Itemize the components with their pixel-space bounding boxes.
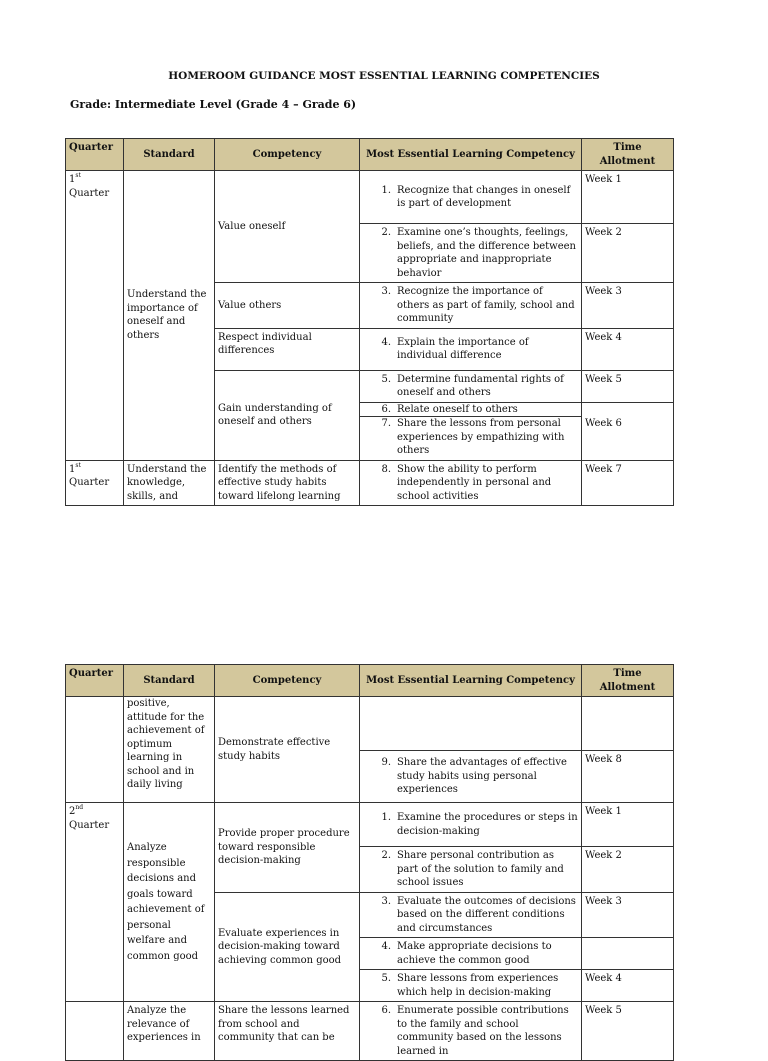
week-cell: Week 1 (582, 171, 674, 224)
melc-cell (360, 803, 582, 847)
competency-cell: Provide proper procedure toward responsible decision-making (215, 803, 360, 893)
quarter-label: Quarter (69, 477, 110, 488)
header-standard: Standard (124, 665, 215, 697)
week-cell (582, 697, 674, 751)
header-competency: Competency (215, 665, 360, 697)
melc-cell (360, 402, 582, 417)
melc-cell (360, 224, 582, 283)
competency-cell: Share the lessons learned from school and community that can be (215, 1002, 360, 1061)
melc-number: 1. (381, 812, 391, 823)
melc-text: Share the advantages of effective study habits using personal experiences (397, 757, 567, 796)
quarter-suffix: st (75, 461, 81, 469)
week-cell (582, 938, 674, 970)
document-title: HOMEROOM GUIDANCE MOST ESSENTIAL LEARNING COMPETENCIES (168, 70, 600, 82)
melc-number: 1. (381, 184, 391, 196)
week-label: Week 6 (585, 417, 622, 429)
table-row (66, 460, 674, 506)
week-cell: Week 8 (582, 751, 674, 803)
melc-number: 6. (381, 403, 391, 415)
standard-cell: Analyze responsible decisions and goals toward achievement of personal welfare and common good (124, 803, 215, 1002)
melc-table-2 (65, 664, 674, 1061)
melc-number: 5. (381, 973, 391, 984)
melc-cell (360, 1002, 582, 1061)
week-cell: Week 3 (582, 892, 674, 938)
melc-number: 3. (381, 895, 391, 907)
melc-text: Explain the importance of individual difference (397, 336, 529, 361)
melc-number: 2. (381, 227, 391, 238)
competency-cell: Demonstrate effective study habits (215, 697, 360, 803)
week-cell: Week 2 (582, 847, 674, 893)
week-cell: Week 7 (582, 460, 674, 506)
melc-number: 5. (381, 373, 391, 385)
melc-cell (360, 417, 582, 461)
table-row (66, 697, 674, 751)
table-row (66, 803, 674, 847)
melc-cell (360, 697, 582, 751)
melc-text: Recognize that changes in oneself is part of development (397, 184, 571, 209)
competency-cell: Respect individual differences (215, 328, 360, 370)
week-cell: Week 3 (582, 283, 674, 329)
table-header-row (66, 665, 674, 697)
melc-text: Evaluate the outcomes of decisions based on the different conditions and circumstances (397, 895, 576, 934)
competency-cell: Gain understanding of oneself and others (215, 370, 360, 460)
melc-cell (360, 370, 582, 402)
melc-text: Recognize the importance of others as part of family, school and community (397, 286, 575, 324)
quarter-suffix: st (75, 172, 81, 179)
melc-number: 6. (381, 1005, 391, 1016)
melc-text: Share personal contribution as part of the solution to family and school issues (397, 850, 564, 888)
quarter-number: 1 (69, 463, 76, 475)
melc-number: 8. (381, 463, 391, 475)
header-competency: Competency (215, 139, 360, 171)
quarter-label: Quarter (69, 819, 110, 831)
competency-cell: Value oneself (215, 171, 360, 283)
quarter-number: 2 (69, 806, 76, 817)
melc-cell (360, 328, 582, 370)
melc-text: Share the lessons from personal experiences by empathizing with others (397, 418, 565, 456)
melc-text: Make appropriate decisions to achieve the common good (397, 941, 552, 966)
melc-cell (360, 283, 582, 329)
quarter-cell (66, 460, 124, 506)
melc-number: 4. (381, 336, 391, 348)
table-row (66, 171, 674, 224)
header-time: Time Allotment (582, 665, 674, 697)
week-cell: Week 2 (582, 224, 674, 283)
melc-text: Show the ability to perform independently in personal and school activities (397, 463, 552, 502)
header-time: Time Allotment (582, 139, 674, 171)
melc-text: Relate oneself to others (397, 403, 518, 415)
quarter-cell (66, 697, 124, 803)
melc-text: Determine fundamental rights of oneself and others (397, 373, 564, 398)
melc-cell (360, 892, 582, 938)
header-standard: Standard (124, 139, 215, 171)
standard-cell: Understand the knowledge, skills, and (124, 460, 215, 506)
melc-cell (360, 847, 582, 893)
header-quarter: Quarter (66, 665, 124, 697)
week-cell: Week 5 (582, 1002, 674, 1061)
quarter-cell (66, 1002, 124, 1061)
table-header-row (66, 139, 674, 171)
grade-level: Grade: Intermediate Level (Grade 4 – Grade 6) (70, 98, 357, 111)
melc-text: Examine the procedures or steps in decision-making (397, 812, 578, 837)
header-melc: Most Essential Learning Competency (360, 665, 582, 697)
melc-number: 9. (381, 757, 391, 769)
header-melc: Most Essential Learning Competency (360, 139, 582, 171)
competency-cell: Value others (215, 283, 360, 329)
quarter-cell (66, 171, 124, 461)
melc-number: 7. (381, 418, 391, 429)
week-cell: Week 5 (582, 370, 674, 402)
melc-number: 3. (381, 286, 391, 297)
standard-cell: Analyze the relevance of experiences in (124, 1002, 215, 1061)
melc-text: Share lessons from experiences which help in decision-making (397, 973, 559, 998)
standard-cell: Understand the importance of oneself and others (124, 171, 215, 461)
week-cell (582, 402, 674, 460)
melc-table-1 (65, 138, 674, 506)
quarter-cell (66, 803, 124, 1002)
melc-number: 4. (381, 941, 391, 952)
standard-cell: positive, attitude for the achievement of optimum learning in school and in daily living (124, 697, 215, 803)
melc-cell (360, 970, 582, 1002)
week-cell: Week 1 (582, 803, 674, 847)
melc-cell (360, 751, 582, 803)
competency-cell: Evaluate experiences in decision-making toward achieving common good (215, 892, 360, 1002)
melc-text: Examine one’s thoughts, feelings, beliefs, and the difference between appropriate and inappropriate behavior (397, 227, 576, 279)
week-cell: Week 4 (582, 970, 674, 1002)
melc-cell (360, 171, 582, 224)
competency-cell: Identify the methods of effective study habits toward lifelong learning (215, 460, 360, 506)
quarter-label: Quarter (69, 187, 110, 199)
quarter-suffix: nd (75, 804, 84, 811)
quarter-number: 1 (69, 174, 76, 185)
melc-cell (360, 460, 582, 506)
header-quarter: Quarter (66, 139, 124, 171)
melc-cell (360, 938, 582, 970)
table-row (66, 1002, 674, 1061)
week-cell: Week 4 (582, 328, 674, 370)
melc-text: Enumerate possible contributions to the family and school community based on the lessons learned in (397, 1005, 569, 1057)
melc-number: 2. (381, 850, 391, 861)
